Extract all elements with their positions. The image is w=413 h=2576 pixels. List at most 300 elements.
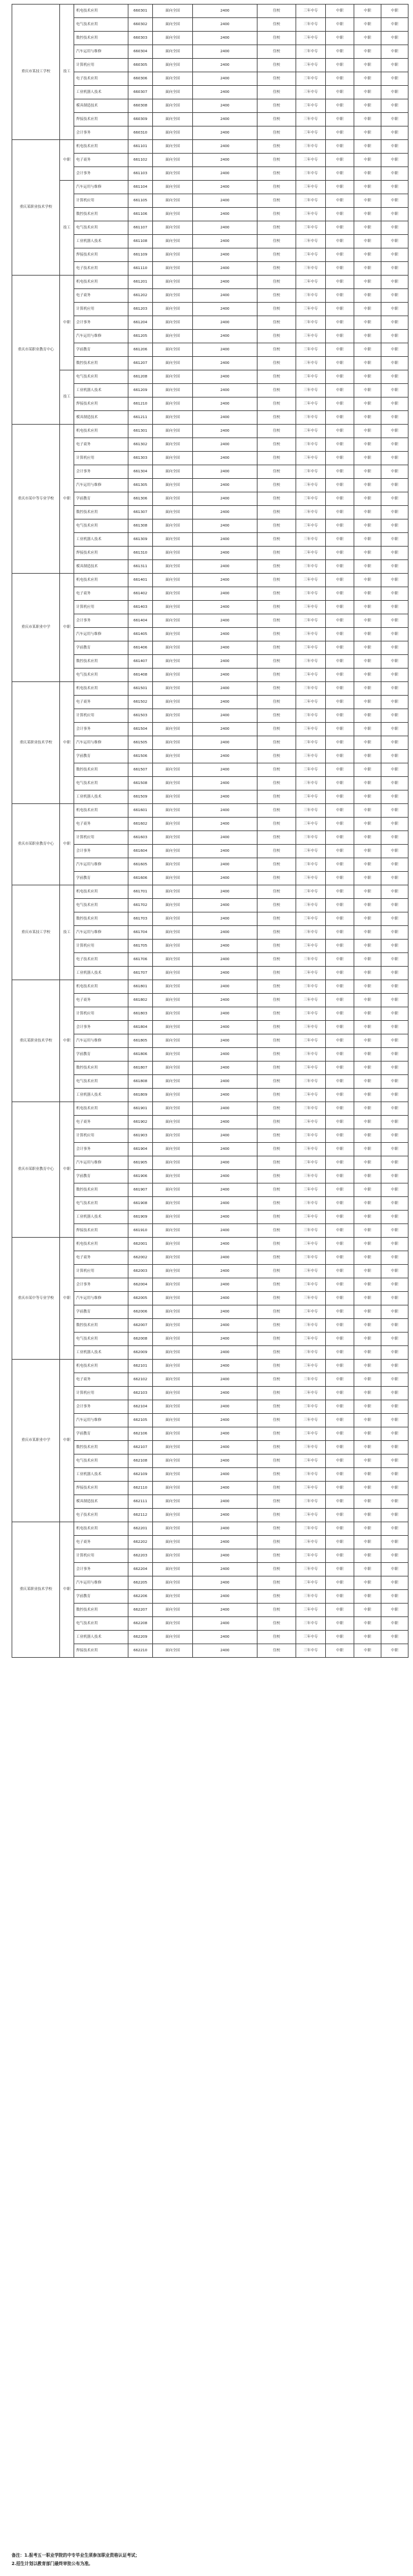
major-cell: 数控技术应用	[74, 912, 128, 926]
code-cell: 661602	[128, 818, 153, 831]
code-cell: 662107	[128, 1441, 153, 1454]
col1-cell: 中职	[326, 696, 354, 709]
major-cell: 学前教育	[74, 1170, 128, 1183]
major-cell: 电气技术应用	[74, 777, 128, 790]
table-row	[12, 425, 408, 438]
fee-cell: 2400	[193, 235, 257, 248]
col1-cell: 中职	[326, 1468, 354, 1482]
type-cell: 三年中专	[296, 845, 326, 858]
col1-cell: 中职	[326, 1224, 354, 1238]
mode-cell: 面向全国	[153, 736, 193, 750]
fee-cell: 2400	[193, 1116, 257, 1129]
school-name-cell: 重庆市某技工学校	[12, 885, 60, 980]
boarding-cell: 住校	[257, 818, 296, 831]
code-cell: 660301	[128, 5, 153, 18]
school-name-cell: 重庆市某职业教育中心	[12, 276, 60, 425]
col3-cell: 中职	[381, 425, 408, 438]
major-cell: 学前教育	[74, 1305, 128, 1319]
type-cell: 三年中专	[296, 1441, 326, 1454]
type-cell: 三年中专	[296, 1170, 326, 1183]
col1-cell: 中职	[326, 723, 354, 736]
col2-cell: 中职	[354, 1265, 381, 1278]
col3-cell: 中职	[381, 1305, 408, 1319]
major-cell: 计算机应用	[74, 709, 128, 723]
type-cell: 三年中专	[296, 1346, 326, 1360]
fee-cell: 2400	[193, 682, 257, 696]
col3-cell: 中职	[381, 1238, 408, 1251]
code-cell: 661104	[128, 181, 153, 194]
mode-cell: 面向全国	[153, 709, 193, 723]
type-cell: 三年中专	[296, 221, 326, 235]
mode-cell: 面向全国	[153, 126, 193, 140]
code-cell: 661803	[128, 1007, 153, 1021]
mode-cell: 面向全国	[153, 723, 193, 736]
code-cell: 662202	[128, 1536, 153, 1549]
fee-cell: 2400	[193, 1251, 257, 1265]
col3-cell: 中职	[381, 1604, 408, 1617]
col2-cell: 中职	[354, 72, 381, 86]
major-cell: 汽车运用与维修	[74, 1156, 128, 1170]
fee-cell: 2400	[193, 289, 257, 303]
col1-cell: 中职	[326, 1265, 354, 1278]
table-row	[12, 370, 408, 384]
major-cell: 电子商务	[74, 1116, 128, 1129]
boarding-cell: 住校	[257, 953, 296, 967]
major-cell: 会计事务	[74, 1563, 128, 1576]
mode-cell: 面向全国	[153, 411, 193, 425]
boarding-cell: 住校	[257, 316, 296, 330]
col2-cell: 中职	[354, 1278, 381, 1292]
mode-cell: 面向全国	[153, 316, 193, 330]
col3-cell: 中职	[381, 262, 408, 276]
major-cell: 模具制造技术	[74, 99, 128, 113]
major-cell: 机电技术应用	[74, 682, 128, 696]
major-cell: 电子技术应用	[74, 72, 128, 86]
col3-cell: 中职	[381, 560, 408, 574]
major-cell: 汽车运用与维修	[74, 479, 128, 492]
type-cell: 三年中专	[296, 1305, 326, 1319]
col3-cell: 中职	[381, 574, 408, 587]
col3-cell: 中职	[381, 1400, 408, 1414]
major-cell: 数控技术应用	[74, 357, 128, 370]
major-cell: 汽车运用与维修	[74, 1034, 128, 1048]
col3-cell: 中职	[381, 167, 408, 181]
code-cell: 661311	[128, 560, 153, 574]
col3-cell: 中职	[381, 682, 408, 696]
major-cell: 机电技术应用	[74, 276, 128, 289]
type-cell: 三年中专	[296, 858, 326, 872]
boarding-cell: 住校	[257, 1482, 296, 1495]
code-cell: 661402	[128, 587, 153, 601]
table-row	[12, 574, 408, 587]
mode-cell: 面向全国	[153, 5, 193, 18]
col2-cell: 中职	[354, 818, 381, 831]
code-cell: 661508	[128, 777, 153, 790]
col1-cell: 中职	[326, 1278, 354, 1292]
code-cell: 661101	[128, 140, 153, 154]
col1-cell: 中职	[326, 1034, 354, 1048]
boarding-cell: 住校	[257, 1400, 296, 1414]
col3-cell: 中职	[381, 72, 408, 86]
col1-cell: 中职	[326, 1563, 354, 1576]
category-cell: 中职	[60, 1102, 74, 1238]
col3-cell: 中职	[381, 872, 408, 885]
major-cell: 计算机应用	[74, 1549, 128, 1563]
boarding-cell: 住校	[257, 1075, 296, 1089]
boarding-cell: 住校	[257, 140, 296, 154]
col1-cell: 中职	[326, 1007, 354, 1021]
fee-cell: 2400	[193, 1143, 257, 1156]
col3-cell: 中职	[381, 1075, 408, 1089]
mode-cell: 面向全国	[153, 628, 193, 641]
col2-cell: 中职	[354, 736, 381, 750]
fee-cell: 2400	[193, 994, 257, 1007]
boarding-cell: 住校	[257, 1576, 296, 1590]
fee-cell: 2400	[193, 59, 257, 72]
col2-cell: 中职	[354, 1644, 381, 1658]
col1-cell: 中职	[326, 1604, 354, 1617]
boarding-cell: 住校	[257, 289, 296, 303]
col2-cell: 中职	[354, 452, 381, 465]
col1-cell: 中职	[326, 1576, 354, 1590]
col1-cell: 中职	[326, 1170, 354, 1183]
code-cell: 661801	[128, 980, 153, 994]
fee-cell: 2400	[193, 506, 257, 519]
col2-cell: 中职	[354, 1563, 381, 1576]
type-cell: 三年中专	[296, 18, 326, 32]
code-cell: 662103	[128, 1387, 153, 1400]
category-cell: 中职	[60, 1522, 74, 1658]
boarding-cell: 住校	[257, 723, 296, 736]
col2-cell: 中职	[354, 1224, 381, 1238]
type-cell: 三年中专	[296, 804, 326, 818]
col3-cell: 中职	[381, 926, 408, 940]
boarding-cell: 住校	[257, 276, 296, 289]
type-cell: 三年中专	[296, 45, 326, 59]
mode-cell: 面向全国	[153, 1034, 193, 1048]
type-cell: 三年中专	[296, 59, 326, 72]
col3-cell: 中职	[381, 1319, 408, 1333]
col2-cell: 中职	[354, 682, 381, 696]
type-cell: 三年中专	[296, 1373, 326, 1387]
fee-cell: 2400	[193, 438, 257, 452]
major-cell: 计算机应用	[74, 601, 128, 614]
type-cell: 三年中专	[296, 736, 326, 750]
code-cell: 661304	[128, 465, 153, 479]
mode-cell: 面向全国	[153, 1251, 193, 1265]
boarding-cell: 住校	[257, 1089, 296, 1102]
type-cell: 三年中专	[296, 1197, 326, 1211]
boarding-cell: 住校	[257, 980, 296, 994]
fee-cell: 2400	[193, 574, 257, 587]
school-name-cell: 重庆市某职业教育中心	[12, 1102, 60, 1238]
col3-cell: 中职	[381, 1522, 408, 1536]
col3-cell: 中职	[381, 790, 408, 804]
col1-cell: 中职	[326, 1644, 354, 1658]
fee-cell: 2400	[193, 1211, 257, 1224]
code-cell: 662207	[128, 1604, 153, 1617]
col1-cell: 中职	[326, 1333, 354, 1346]
fee-cell: 2400	[193, 560, 257, 574]
category-cell: 技工	[60, 5, 74, 140]
col2-cell: 中职	[354, 1021, 381, 1034]
col3-cell: 中职	[381, 357, 408, 370]
col3-cell: 中职	[381, 140, 408, 154]
col2-cell: 中职	[354, 790, 381, 804]
mode-cell: 面向全国	[153, 953, 193, 967]
boarding-cell: 住校	[257, 181, 296, 194]
col1-cell: 中职	[326, 411, 354, 425]
boarding-cell: 住校	[257, 343, 296, 357]
code-cell: 662104	[128, 1400, 153, 1414]
fee-cell: 2400	[193, 1170, 257, 1183]
boarding-cell: 住校	[257, 357, 296, 370]
col3-cell: 中职	[381, 547, 408, 560]
col3-cell: 中职	[381, 1278, 408, 1292]
col1-cell: 中职	[326, 1454, 354, 1468]
boarding-cell: 住校	[257, 1007, 296, 1021]
mode-cell: 面向全国	[153, 980, 193, 994]
col3-cell: 中职	[381, 1089, 408, 1102]
fee-cell: 2400	[193, 397, 257, 411]
major-cell: 会计事务	[74, 167, 128, 181]
fee-cell: 2400	[193, 790, 257, 804]
type-cell: 三年中专	[296, 438, 326, 452]
mode-cell: 面向全国	[153, 276, 193, 289]
col2-cell: 中职	[354, 1156, 381, 1170]
fee-cell: 2400	[193, 1319, 257, 1333]
fee-cell: 2400	[193, 736, 257, 750]
col1-cell: 中职	[326, 1536, 354, 1549]
major-cell: 计算机应用	[74, 452, 128, 465]
type-cell: 三年中专	[296, 1143, 326, 1156]
mode-cell: 面向全国	[153, 1522, 193, 1536]
type-cell: 三年中专	[296, 1495, 326, 1509]
mode-cell: 面向全国	[153, 1143, 193, 1156]
boarding-cell: 住校	[257, 330, 296, 343]
mode-cell: 面向全国	[153, 1183, 193, 1197]
col3-cell: 中职	[381, 1427, 408, 1441]
major-cell: 电气技术应用	[74, 1075, 128, 1089]
code-cell: 661905	[128, 1156, 153, 1170]
col1-cell: 中职	[326, 519, 354, 533]
col1-cell: 中职	[326, 1048, 354, 1062]
code-cell: 662203	[128, 1549, 153, 1563]
mode-cell: 面向全国	[153, 32, 193, 45]
col3-cell: 中职	[381, 533, 408, 547]
type-cell: 三年中专	[296, 357, 326, 370]
type-cell: 三年中专	[296, 411, 326, 425]
mode-cell: 面向全国	[153, 465, 193, 479]
boarding-cell: 住校	[257, 804, 296, 818]
mode-cell: 面向全国	[153, 641, 193, 655]
col1-cell: 中职	[326, 1251, 354, 1265]
col2-cell: 中职	[354, 1319, 381, 1333]
col3-cell: 中职	[381, 587, 408, 601]
col1-cell: 中职	[326, 1102, 354, 1116]
fee-cell: 2400	[193, 1454, 257, 1468]
table-row	[12, 140, 408, 154]
col2-cell: 中职	[354, 370, 381, 384]
mode-cell: 面向全国	[153, 587, 193, 601]
col2-cell: 中职	[354, 194, 381, 208]
boarding-cell: 住校	[257, 1156, 296, 1170]
col1-cell: 中职	[326, 1400, 354, 1414]
col2-cell: 中职	[354, 1346, 381, 1360]
type-cell: 三年中专	[296, 790, 326, 804]
code-cell: 661506	[128, 750, 153, 763]
mode-cell: 面向全国	[153, 86, 193, 99]
col2-cell: 中职	[354, 912, 381, 926]
boarding-cell: 住校	[257, 303, 296, 316]
mode-cell: 面向全国	[153, 912, 193, 926]
boarding-cell: 住校	[257, 1170, 296, 1183]
mode-cell: 面向全国	[153, 479, 193, 492]
mode-cell: 面向全国	[153, 1400, 193, 1414]
col1-cell: 中职	[326, 750, 354, 763]
col2-cell: 中职	[354, 357, 381, 370]
col3-cell: 中职	[381, 1509, 408, 1522]
code-cell: 662206	[128, 1590, 153, 1604]
mode-cell: 面向全国	[153, 1495, 193, 1509]
fee-cell: 2400	[193, 181, 257, 194]
code-cell: 662208	[128, 1617, 153, 1631]
col2-cell: 中职	[354, 1441, 381, 1454]
major-cell: 电气技术应用	[74, 1617, 128, 1631]
boarding-cell: 住校	[257, 777, 296, 790]
col2-cell: 中职	[354, 1604, 381, 1617]
col1-cell: 中职	[326, 438, 354, 452]
mode-cell: 面向全国	[153, 601, 193, 614]
code-cell: 661809	[128, 1089, 153, 1102]
fee-cell: 2400	[193, 425, 257, 438]
fee-cell: 2400	[193, 248, 257, 262]
type-cell: 三年中专	[296, 154, 326, 167]
major-cell: 学前教育	[74, 750, 128, 763]
boarding-cell: 住校	[257, 926, 296, 940]
boarding-cell: 住校	[257, 845, 296, 858]
type-cell: 三年中专	[296, 1400, 326, 1414]
code-cell: 661703	[128, 912, 153, 926]
col2-cell: 中职	[354, 438, 381, 452]
col2-cell: 中职	[354, 1333, 381, 1346]
type-cell: 三年中专	[296, 126, 326, 140]
col2-cell: 中职	[354, 1075, 381, 1089]
code-cell: 661406	[128, 641, 153, 655]
code-cell: 662101	[128, 1360, 153, 1373]
boarding-cell: 住校	[257, 1197, 296, 1211]
col1-cell: 中职	[326, 804, 354, 818]
code-cell: 662003	[128, 1265, 153, 1278]
col1-cell: 中职	[326, 641, 354, 655]
mode-cell: 面向全国	[153, 1319, 193, 1333]
col1-cell: 中职	[326, 397, 354, 411]
mode-cell: 面向全国	[153, 655, 193, 669]
col1-cell: 中职	[326, 1089, 354, 1102]
col2-cell: 中职	[354, 276, 381, 289]
col2-cell: 中职	[354, 899, 381, 912]
type-cell: 三年中专	[296, 167, 326, 181]
col2-cell: 中职	[354, 1197, 381, 1211]
type-cell: 三年中专	[296, 1278, 326, 1292]
code-cell: 660308	[128, 99, 153, 113]
boarding-cell: 住校	[257, 113, 296, 126]
school-name-cell: 重庆市某技工学校	[12, 5, 60, 140]
type-cell: 三年中专	[296, 86, 326, 99]
code-cell: 661902	[128, 1116, 153, 1129]
major-cell: 电子技术应用	[74, 262, 128, 276]
code-cell: 661109	[128, 248, 153, 262]
col3-cell: 中职	[381, 1034, 408, 1048]
col2-cell: 中职	[354, 1211, 381, 1224]
boarding-cell: 住校	[257, 1590, 296, 1604]
major-cell: 汽车运用与维修	[74, 1576, 128, 1590]
mode-cell: 面向全国	[153, 262, 193, 276]
col1-cell: 中职	[326, 885, 354, 899]
code-cell: 661204	[128, 316, 153, 330]
major-cell: 机电技术应用	[74, 1238, 128, 1251]
col2-cell: 中职	[354, 113, 381, 126]
boarding-cell: 住校	[257, 1373, 296, 1387]
col2-cell: 中职	[354, 99, 381, 113]
col1-cell: 中职	[326, 1305, 354, 1319]
type-cell: 三年中专	[296, 1089, 326, 1102]
type-cell: 三年中专	[296, 1034, 326, 1048]
code-cell: 661401	[128, 574, 153, 587]
footnote	[12, 2551, 399, 2566]
mode-cell: 面向全国	[153, 763, 193, 777]
type-cell: 三年中专	[296, 614, 326, 628]
fee-cell: 2400	[193, 912, 257, 926]
col3-cell: 中职	[381, 601, 408, 614]
major-cell: 焊接技术应用	[74, 248, 128, 262]
col1-cell: 中职	[326, 1631, 354, 1644]
col3-cell: 中职	[381, 113, 408, 126]
boarding-cell: 住校	[257, 912, 296, 926]
mode-cell: 面向全国	[153, 167, 193, 181]
col2-cell: 中职	[354, 208, 381, 221]
col1-cell: 中职	[326, 452, 354, 465]
col2-cell: 中职	[354, 587, 381, 601]
table-row	[12, 181, 408, 194]
col3-cell: 中职	[381, 316, 408, 330]
mode-cell: 面向全国	[153, 1278, 193, 1292]
type-cell: 三年中专	[296, 818, 326, 831]
mode-cell: 面向全国	[153, 899, 193, 912]
col3-cell: 中职	[381, 438, 408, 452]
boarding-cell: 住校	[257, 669, 296, 682]
type-cell: 三年中专	[296, 1075, 326, 1089]
col2-cell: 中职	[354, 492, 381, 506]
mode-cell: 面向全国	[153, 492, 193, 506]
type-cell: 三年中专	[296, 1387, 326, 1400]
col2-cell: 中职	[354, 1400, 381, 1414]
fee-cell: 2400	[193, 1265, 257, 1278]
col1-cell: 中职	[326, 343, 354, 357]
col1-cell: 中职	[326, 682, 354, 696]
col2-cell: 中职	[354, 1631, 381, 1644]
table-row	[12, 885, 408, 899]
type-cell: 三年中专	[296, 397, 326, 411]
fee-cell: 2400	[193, 1644, 257, 1658]
col3-cell: 中职	[381, 194, 408, 208]
fee-cell: 2400	[193, 1509, 257, 1522]
boarding-cell: 住校	[257, 899, 296, 912]
type-cell: 三年中专	[296, 547, 326, 560]
boarding-cell: 住校	[257, 262, 296, 276]
col2-cell: 中职	[354, 641, 381, 655]
mode-cell: 面向全国	[153, 1292, 193, 1305]
